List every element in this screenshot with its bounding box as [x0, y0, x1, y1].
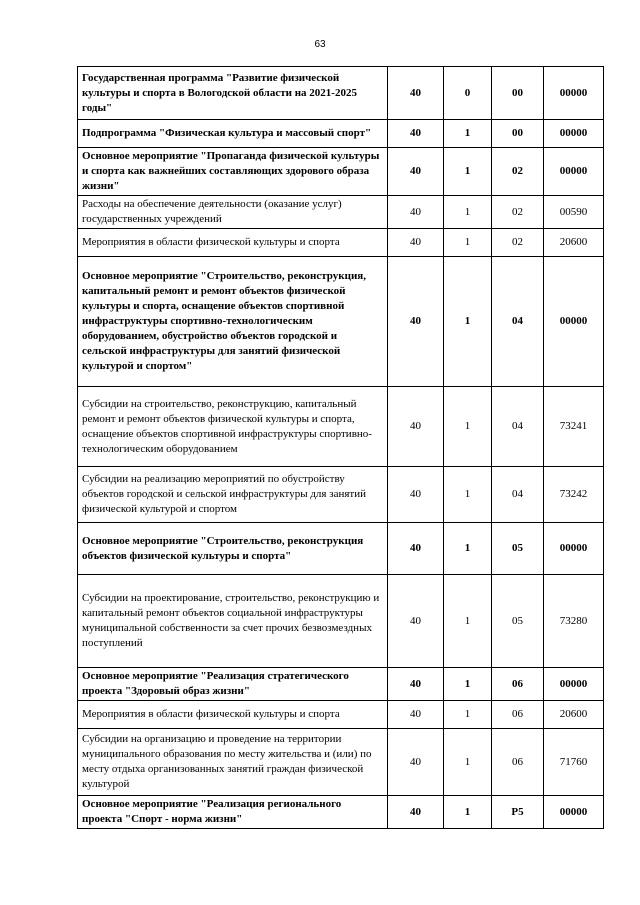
table-row [78, 196, 604, 229]
code-cell-1: 40 [388, 229, 444, 257]
code-cell-3: 00 [492, 120, 544, 148]
code-cell-1: 40 [388, 387, 444, 467]
code-cell-1: 40 [388, 668, 444, 701]
code-cell-4: 00000 [544, 523, 604, 575]
code-cell-2: 1 [444, 467, 492, 523]
table-row [78, 229, 604, 257]
code-cell-3: 00 [492, 67, 544, 120]
code-cell-1: 40 [388, 120, 444, 148]
code-cell-1: 40 [388, 67, 444, 120]
table-row [78, 467, 604, 523]
code-cell-3: 05 [492, 575, 544, 668]
code-cell-3: 06 [492, 729, 544, 796]
code-cell-3: 04 [492, 467, 544, 523]
code-cell-2: 1 [444, 229, 492, 257]
code-cell-3: 02 [492, 148, 544, 196]
code-cell-4: 00000 [544, 257, 604, 387]
code-cell-3: 06 [492, 701, 544, 729]
code-cell-1: 40 [388, 196, 444, 229]
code-cell-3: 06 [492, 668, 544, 701]
row-name-cell: Подпрограмма "Физическая культура и массовый спорт" [78, 120, 388, 148]
code-cell-4: 00590 [544, 196, 604, 229]
table-row [78, 668, 604, 701]
code-cell-1: 40 [388, 701, 444, 729]
table-row [78, 257, 604, 387]
table-row [78, 120, 604, 148]
table-row [78, 387, 604, 467]
row-name-cell: Мероприятия в области физической культуры и спорта [78, 701, 388, 729]
row-name-cell: Основное мероприятие "Реализация стратегического проекта "Здоровый образ жизни" [78, 668, 388, 701]
code-cell-2: 1 [444, 729, 492, 796]
code-cell-4: 00000 [544, 148, 604, 196]
code-cell-4: 00000 [544, 67, 604, 120]
row-name-cell: Субсидии на организацию и проведение на территории муниципального образования по месту жительства и (или) по месту отдыха организованных занятий граждан физической культурой [78, 729, 388, 796]
code-cell-1: 40 [388, 796, 444, 829]
code-cell-2: 1 [444, 196, 492, 229]
row-name-cell: Основное мероприятие "Строительство, реконструкция, капитальный ремонт и ремонт объектов физической культуры и спорта, оснащение объектов спортивной инфраструктуры спортивно-технологическим оборудованием, обустройство объектов городской и сельской инфраструктуры для занятий физической культурой и спортом" [78, 257, 388, 387]
table-row [78, 701, 604, 729]
code-cell-2: 0 [444, 67, 492, 120]
code-cell-4: 71760 [544, 729, 604, 796]
table-body [78, 67, 604, 829]
table-row [78, 67, 604, 120]
row-name-cell: Мероприятия в области физической культуры и спорта [78, 229, 388, 257]
code-cell-2: 1 [444, 257, 492, 387]
row-name-cell: Государственная программа "Развитие физической культуры и спорта в Вологодской области на 2021-2025 годы" [78, 67, 388, 120]
code-cell-4: 00000 [544, 120, 604, 148]
code-cell-1: 40 [388, 729, 444, 796]
code-cell-3: 05 [492, 523, 544, 575]
code-cell-2: 1 [444, 796, 492, 829]
table-row [78, 796, 604, 829]
code-cell-1: 40 [388, 523, 444, 575]
code-cell-2: 1 [444, 701, 492, 729]
code-cell-1: 40 [388, 257, 444, 387]
row-name-cell: Основное мероприятие "Строительство, реконструкция объектов физической культуры и спорта" [78, 523, 388, 575]
code-cell-1: 40 [388, 467, 444, 523]
code-cell-4: 73280 [544, 575, 604, 668]
row-name-cell: Субсидии на строительство, реконструкцию, капитальный ремонт и ремонт объектов физической культуры и спорта, оснащение объектов спортивной инфраструктуры спортивно-технологическим оборудованием [78, 387, 388, 467]
code-cell-2: 1 [444, 523, 492, 575]
table-row [78, 575, 604, 668]
page-number: 63 [314, 39, 326, 50]
code-cell-2: 1 [444, 387, 492, 467]
table-row [78, 523, 604, 575]
code-cell-4: 73242 [544, 467, 604, 523]
code-cell-4: 00000 [544, 796, 604, 829]
row-name-cell: Субсидии на реализацию мероприятий по обустройству объектов городской и сельской инфраструктуры для занятий физической культурой и спортом [78, 467, 388, 523]
code-cell-4: 00000 [544, 668, 604, 701]
table-row [78, 729, 604, 796]
code-cell-2: 1 [444, 575, 492, 668]
code-cell-4: 20600 [544, 229, 604, 257]
code-cell-1: 40 [388, 148, 444, 196]
code-cell-3: 04 [492, 387, 544, 467]
row-name-cell: Расходы на обеспечение деятельности (оказание услуг) государственных учреждений [78, 196, 388, 229]
table-row [78, 148, 604, 196]
code-cell-3: 02 [492, 196, 544, 229]
row-name-cell: Основное мероприятие "Пропаганда физической культуры и спорта как важнейших составляющих здорового образа жизни" [78, 148, 388, 196]
code-cell-4: 73241 [544, 387, 604, 467]
code-cell-3: 02 [492, 229, 544, 257]
code-cell-4: 20600 [544, 701, 604, 729]
code-cell-3: P5 [492, 796, 544, 829]
code-cell-2: 1 [444, 120, 492, 148]
code-cell-1: 40 [388, 575, 444, 668]
row-name-cell: Основное мероприятие "Реализация регионального проекта "Спорт - норма жизни" [78, 796, 388, 829]
code-cell-3: 04 [492, 257, 544, 387]
code-cell-2: 1 [444, 668, 492, 701]
row-name-cell: Субсидии на проектирование, строительство, реконструкцию и капитальный ремонт объектов социальной инфраструктуры муниципальной собственности за счет прочих безвозмездных поступлений [78, 575, 388, 668]
code-cell-2: 1 [444, 148, 492, 196]
budget-classification-table [77, 66, 604, 829]
